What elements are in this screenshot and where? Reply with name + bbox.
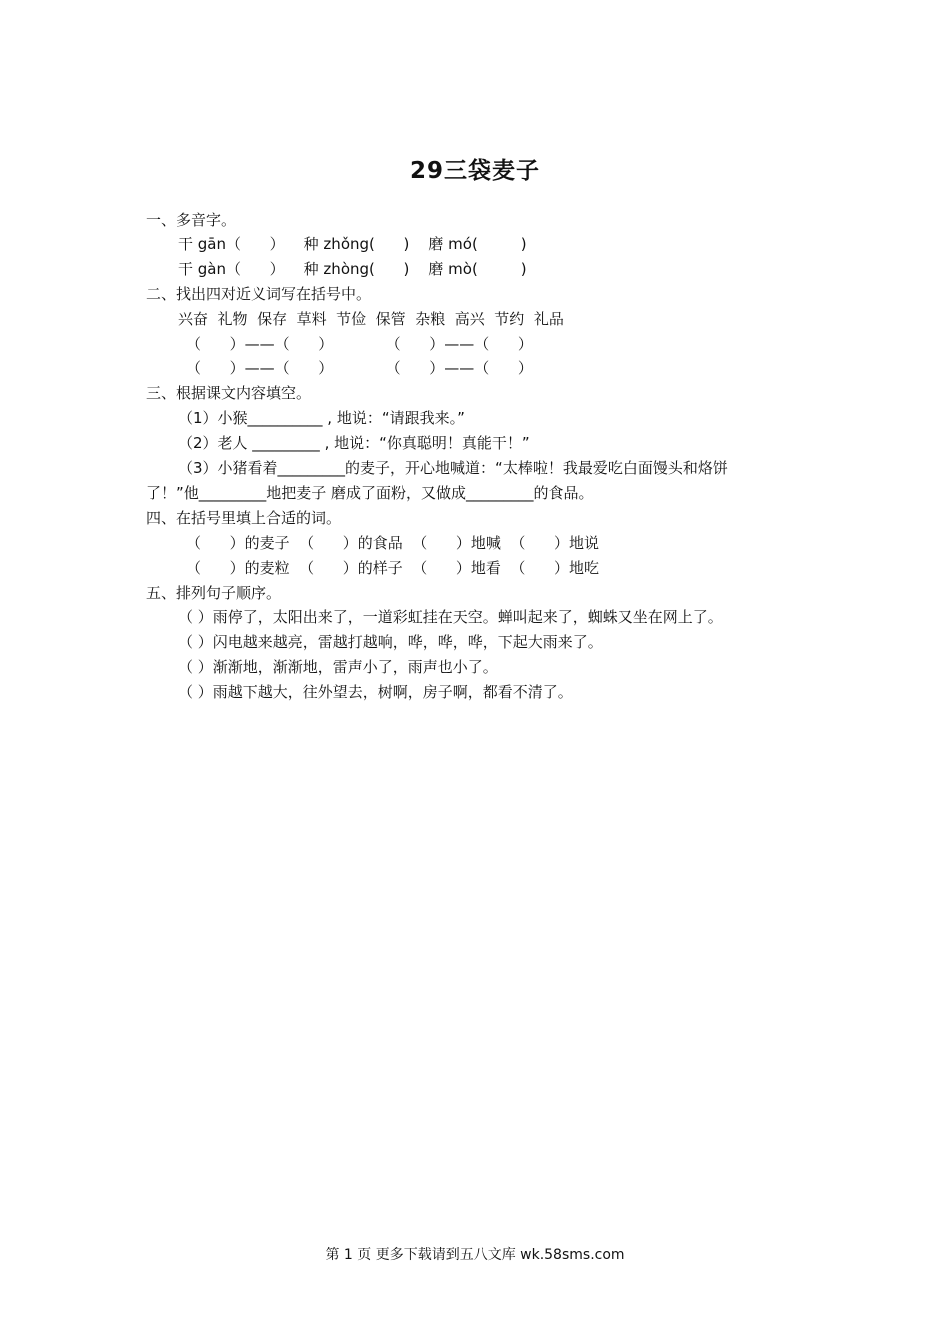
section-2-word-list: 兴奋 礼物 保存 草料 节俭 保管 杂粮 高兴 节约 礼品: [178, 310, 564, 328]
section-2-row-1: （ ）——（ ） （ ）——（ ）: [186, 335, 533, 353]
section-3-question-2: （2）老人 _________ , 地说：“你真聪明！真能干！”: [178, 434, 530, 452]
section-3-heading: 三、根据课文内容填空。: [146, 384, 312, 402]
section-3-question-3-line-2: 了！”他_________地把麦子 磨成了面粉，又做成_________的食品。: [146, 484, 594, 502]
section-4-row-1: （ ）的麦子 （ ）的食品 （ ）地喊 （ ）地说: [186, 534, 600, 552]
section-1-row-2: 干 gàn（ ） 种 zhòng( ) 磨 mò( ): [178, 260, 527, 278]
document-title: 29三袋麦子: [409, 158, 540, 184]
section-5-item: （ ）雨停了，太阳出来了，一道彩虹挂在天空。蝉叫起来了，蜘蛛又坐在网上了。: [178, 608, 723, 626]
section-2-row-2: （ ）——（ ） （ ）——（ ）: [186, 359, 533, 377]
section-4-row-2: （ ）的麦粒 （ ）的样子 （ ）地看 （ ）地吃: [186, 559, 600, 577]
page-footer: 第 1 页 更多下载请到五八文库 wk.58sms.com: [325, 1247, 625, 1263]
section-3-question-1: （1）小猴__________ , 地说：“请跟我来。”: [178, 409, 465, 427]
section-1-row-1: 干 gān（ ） 种 zhǒng( ) 磨 mó( ): [178, 235, 527, 253]
section-5-item: （ ）闪电越来越亮，雷越打越响，哗，哗，哗，下起大雨来了。: [178, 633, 603, 651]
section-3-question-3-line-1: （3）小猪看着_________的麦子，开心地喊道：“太棒啦！我最爱吃白面馒头和烙饼: [178, 459, 728, 477]
section-5-heading: 五、排列句子顺序。: [146, 584, 282, 602]
section-5-item: （ ）雨越下越大，往外望去，树啊，房子啊，都看不清了。: [178, 683, 573, 701]
section-1-heading: 一、多音字。: [146, 211, 237, 229]
section-4-heading: 四、在括号里填上合适的词。: [146, 509, 342, 527]
section-2-heading: 二、找出四对近义词写在括号中。: [146, 285, 372, 303]
section-5-item: （ ）渐渐地，渐渐地，雷声小了，雨声也小了。: [178, 658, 498, 676]
